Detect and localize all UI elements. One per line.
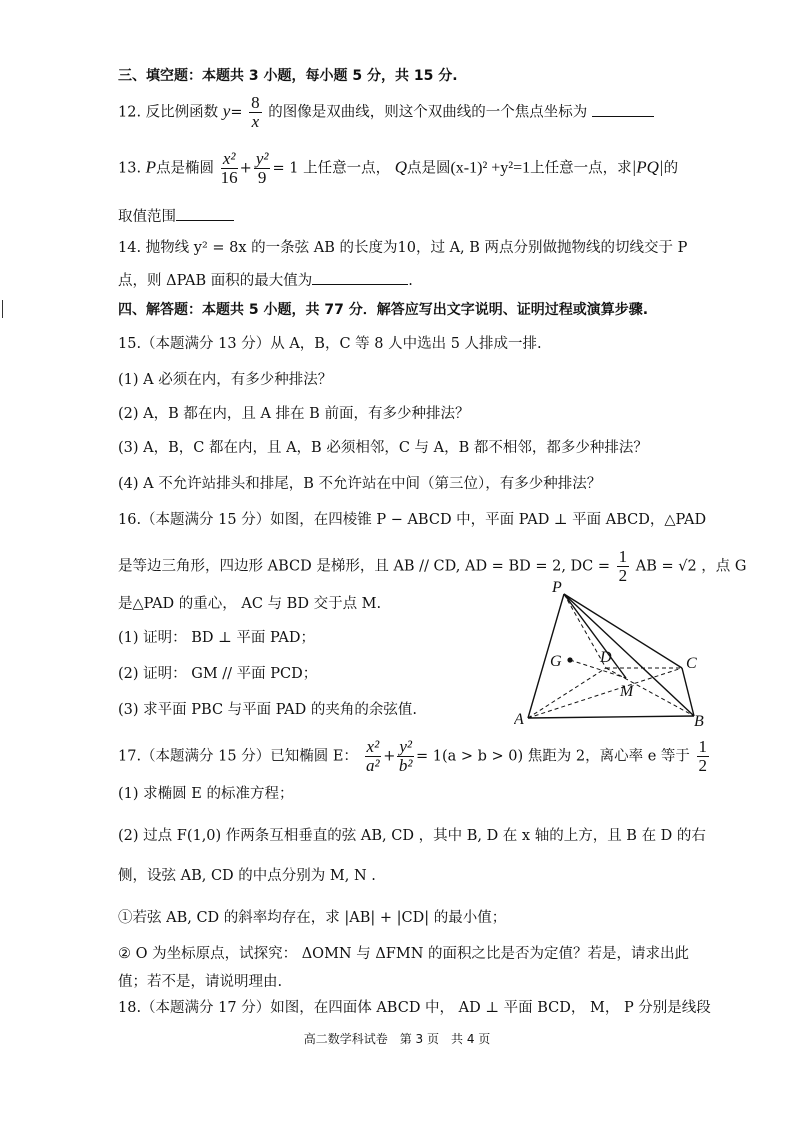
question-16-line-3: 是△PAD 的重心， AC 与 BD 交于点 M. (118, 596, 382, 612)
question-16-intro: 16.（本题满分 15 分）如图，在四棱锥 P − ABCD 中，平面 PAD ⊥ 平面 ABCD，△PAD (118, 512, 707, 528)
question-16-part-3: (3) 求平面 PBC 与平面 PAD 的夹角的余弦值. (118, 702, 417, 718)
question-15-part-4: (4) A 不允许站排头和排尾，B 不允许站在中间（第三位），有多少种排法？ (118, 476, 602, 492)
answer-blank (592, 102, 654, 117)
question-13: 13. P点是椭圆 $\frac{\text{x²}}{16}$ + $\frac{\text{y²}}{9}$ = 1 上任意一点， Q点是圆(x-1)² +y²=1上任意一点，求|PQ|的 (118, 149, 679, 187)
question-17-case-2-line-2: 值；若不是，请说明理由. (118, 974, 283, 990)
fraction-y2-b2: $\frac{\text{y²}}{\text{b²}}$ (398, 737, 413, 775)
question-17-intro: 17.（本题满分 15 分）已知椭圆 E： $\frac{\text{x²}}{\text{a²}}$ + $\frac{\text{y²}}{\text{b²}}$ = 1(a > b > 0) 焦距为 2，离心率 e 等于 $\frac{1}{2}$ (118, 737, 708, 775)
question-15-intro: 15.（本题满分 13 分）从 A，B，C 等 8 人中选出 5 人排成一排. (118, 336, 542, 352)
fraction-y2-9: $\frac{\text{y²}}{9}$ (255, 149, 269, 187)
question-17-case-2-line-1: ② O 为坐标原点，试探究： ΔOMN 与 ΔFMN 的面积之比是否为定值？若是，请求出此 (118, 946, 689, 962)
fraction-x2-16: $\frac{\text{x²}}{16}$ (220, 149, 238, 187)
question-16-part-1: (1) 证明： BD ⊥ 平面 PAD； (118, 630, 316, 646)
answer-blank (312, 270, 408, 285)
question-16-part-2: (2) 证明： GM // 平面 PCD； (118, 666, 318, 682)
question-17-part-2-line-2: 侧，设弦 AB, CD 的中点分别为 M, N . (118, 868, 376, 884)
question-15-part-2: (2) A，B 都在内，且 A 排在 B 前面，有多少种排法？ (118, 406, 470, 422)
label-D: D (600, 649, 612, 666)
fraction-8-over-x: $\frac{8}{x}$ (251, 93, 260, 131)
question-17-part-2-line-1: (2) 过点 F(1,0) 作两条互相垂直的弦 AB, CD ，其中 B, D 在 x 轴的上方，且 B 在 D 的右 (118, 828, 706, 844)
label-P: P (552, 579, 562, 596)
section-4-header: 四、解答题：本题共 5 小题，共 77 分．解答应写出文字说明、证明过程或演算步骤. (118, 302, 649, 318)
question-13-line-2: 取值范围 (118, 206, 234, 227)
question-16-line-2: 是等边三角形，四边形 ABCD 是梯形，且 AB // CD, AD = BD = 2, DC = $\frac{1}{2}$ AB = √2 ，点 G (118, 547, 747, 585)
question-17-part-1: (1) 求椭圆 E 的标准方程； (118, 786, 294, 802)
page-footer: 高二数学科试卷 第 3 页 共 4 页 (303, 1032, 491, 1046)
question-12: 12. 反比例函数 y= $\frac{8}{x}$ 的图像是双曲线，则这个双曲线的一个焦点坐标为 (118, 94, 654, 131)
label-A: A (514, 711, 524, 728)
question-15-part-1: (1) A 必须在内，有多少种排法？ (118, 372, 333, 388)
edge-AB (528, 716, 694, 718)
edge-PC (564, 594, 682, 668)
fraction-x2-a2: $\frac{\text{x²}}{\text{a²}}$ (366, 737, 380, 775)
question-15-part-3: (3) A，B，C 都在内，且 A，B 必须相邻，C 与 A，B 都不相邻，都多少种排法？ (118, 440, 648, 456)
fraction-eccentricity: $\frac{1}{2}$ (698, 737, 708, 775)
point-G (567, 657, 572, 662)
margin-mark (2, 300, 3, 318)
label-M: M (620, 683, 634, 700)
section-3-header: 三、填空题：本题共 3 小题，每小题 5 分，共 15 分. (118, 68, 458, 84)
label-B: B (694, 713, 704, 728)
fraction-one-half: $\frac{1}{2}$ (618, 547, 628, 585)
question-17-case-1: ①若弦 AB, CD 的斜率均存在，求 |AB| + |CD| 的最小值； (118, 910, 507, 926)
segment-GM (570, 660, 626, 678)
edge-AC (528, 668, 682, 718)
edge-PM (564, 594, 626, 678)
label-G: G (550, 653, 562, 670)
question-14-line-2: 点，则 ΔPAB 面积的最大值为 . (118, 270, 413, 291)
question-18-line-1: 18.（本题满分 17 分）如图，在四面体 ABCD 中， AD ⊥ 平面 BCD， M， P 分别是线段 (118, 1000, 711, 1016)
answer-blank (176, 206, 234, 221)
edge-BC (682, 668, 694, 716)
label-C: C (686, 655, 697, 672)
pyramid-figure (514, 578, 714, 728)
question-14-line-1: 14. 抛物线 y² = 8x 的一条弦 AB 的长度为10，过 A, B 两点分别做抛物线的切线交于 P (118, 240, 688, 256)
